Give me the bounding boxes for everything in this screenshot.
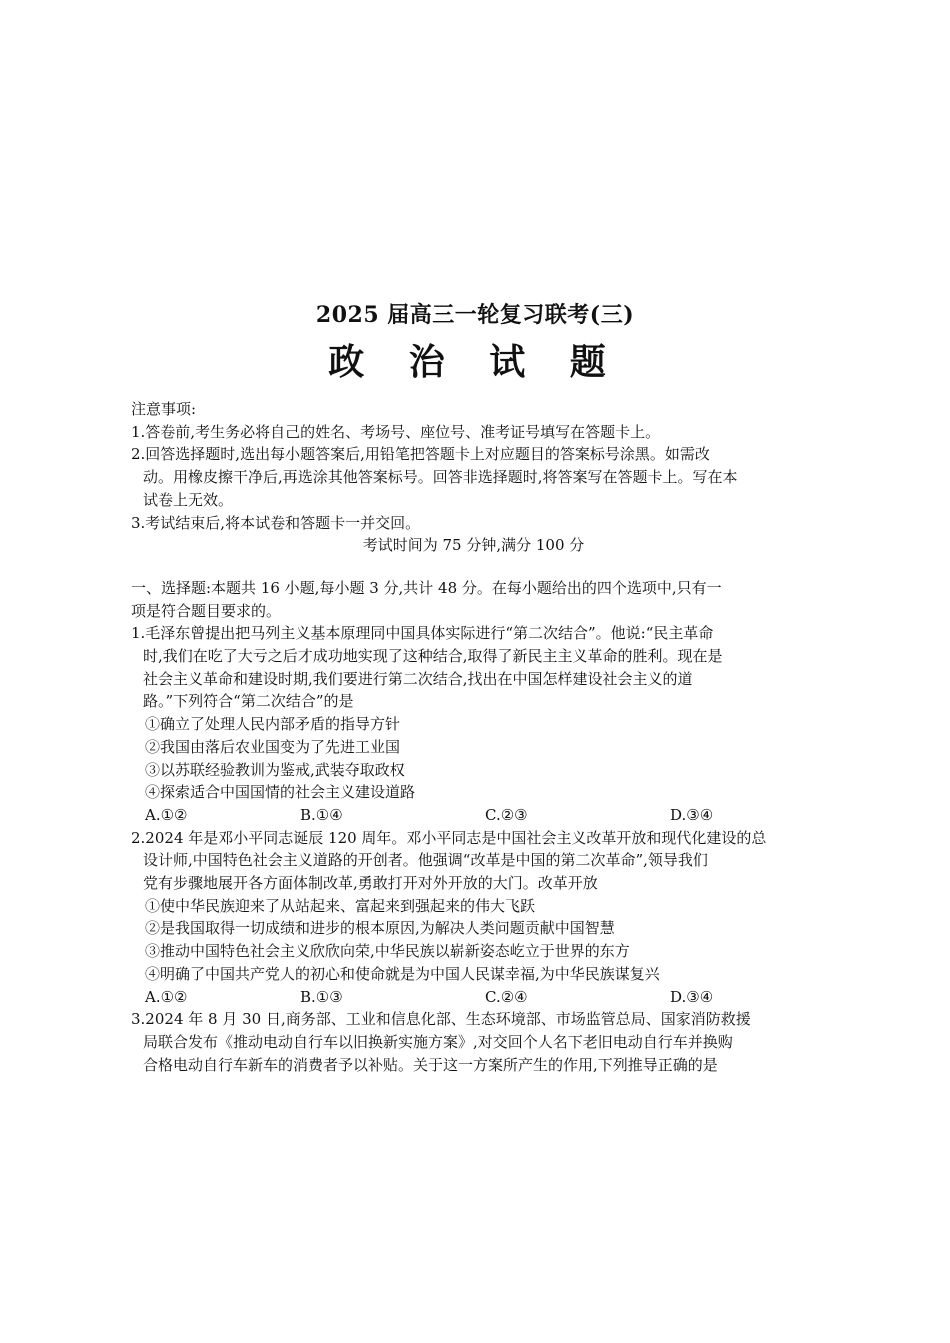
q1-stem-line-3: 社会主义革命和建设时期,我们要进行第二次结合,找出在中国怎样建设社会主义的道: [143, 669, 693, 688]
q2-option-b[interactable]: B.①③: [300, 987, 343, 1006]
q1-stem-line-4: 路。”下列符合“第二次结合”的是: [143, 692, 354, 711]
q3-stem-line-1: 3.2024 年 8 月 30 日,商务部、工业和信息化部、生态环境部、市场监管总局、国家消防救援: [131, 1010, 751, 1029]
q2-item-3: ③推动中国特色社会主义欣欣向荣,中华民族以崭新姿态屹立于世界的东方: [145, 942, 630, 961]
q1-item-3: ③以苏联经验教训为鉴戒,武装夺取政权: [145, 760, 405, 779]
notice-heading: 注意事项:: [131, 400, 197, 418]
q2-item-2: ②是我国取得一切成绩和进步的根本原因,为解决人类问题贡献中国智慧: [145, 919, 615, 938]
section-1-instructions-line-1: 一、选择题:本题共 16 小题,每小题 3 分,共计 48 分。在每小题给出的四个选项中,只有一: [131, 578, 722, 597]
exam-title: 2025 届高三一轮复习联考(三): [315, 302, 635, 328]
q3-stem-line-2: 局联合发布《推动电动自行车以旧换新实施方案》,对交回个人名下老旧电动自行车并换购: [143, 1032, 733, 1051]
q1-item-4: ④探索适合中国国情的社会主义建设道路: [145, 783, 416, 802]
q3-stem-line-3: 合格电动自行车新车的消费者予以补贴。关于这一方案所产生的作用,下列推导正确的是: [143, 1055, 718, 1074]
q1-option-b[interactable]: B.①④: [300, 805, 343, 824]
notice-item-3: 3.考试结束后,将本试卷和答题卡一并交回。: [131, 513, 421, 532]
q1-option-a[interactable]: A.①②: [145, 805, 188, 824]
exam-time-info: 考试时间为 75 分钟,满分 100 分: [362, 536, 585, 555]
q1-option-c[interactable]: C.②③: [485, 805, 528, 824]
subject-title: 政 治 试 题: [328, 341, 622, 383]
q1-item-2: ②我国由落后农业国变为了先进工业国: [145, 737, 401, 756]
notice-item-1: 1.答卷前,考生务必将自己的姓名、考场号、座位号、准考证号填写在答题卡上。: [131, 422, 661, 441]
q2-stem-line-1: 2.2024 年是邓小平同志诞辰 120 周年。邓小平同志是中国社会主义改革开放和现代化建设的总: [131, 828, 767, 847]
q1-item-1: ①确立了处理人民内部矛盾的指导方针: [145, 715, 401, 734]
q2-item-1: ①使中华民族迎来了从站起来、富起来到强起来的伟大飞跃: [145, 896, 536, 915]
q1-stem-line-1: 1.毛泽东曾提出把马列主义基本原理同中国具体实际进行“第二次结合”。他说:“民主革命: [131, 624, 714, 643]
q1-option-d[interactable]: D.③④: [670, 805, 714, 824]
q2-options: [131, 986, 816, 1009]
notice-item-2-line-3: 试卷上无效。: [143, 490, 234, 509]
notice-item-2-line-1: 2.回答选择题时,选出每小题答案后,用铅笔把答题卡上对应题目的答案标号涂黑。如需改: [131, 445, 710, 464]
q2-stem-line-2: 设计师,中国特色社会主义道路的开创者。他强调“改革是中国的第二次革命”,领导我们: [143, 851, 708, 870]
spacer: [131, 557, 816, 577]
exam-content: [131, 398, 816, 1076]
section-1-instructions-line-2: 项是符合题目要求的。: [131, 601, 282, 620]
q2-item-4: ④明确了中国共产党人的初心和使命就是为中国人民谋幸福,为中华民族谋复兴: [145, 964, 660, 983]
q2-stem-line-3: 党有步骤地展开各方面体制改革,勇敢打开对外开放的大门。改革开放: [143, 874, 598, 893]
notice-item-2-line-2: 动。用橡皮擦干净后,再选涂其他答案标号。回答非选择题时,将答案写在答题卡上。写在本: [143, 468, 738, 487]
q1-stem-line-2: 时,我们在吃了大亏之后才成功地实现了这种结合,取得了新民主主义革命的胜利。现在是: [143, 647, 723, 666]
q1-options: [131, 804, 816, 827]
q2-option-a[interactable]: A.①②: [145, 987, 188, 1006]
q2-option-c[interactable]: C.②④: [485, 987, 528, 1006]
q2-option-d[interactable]: D.③④: [670, 987, 714, 1006]
